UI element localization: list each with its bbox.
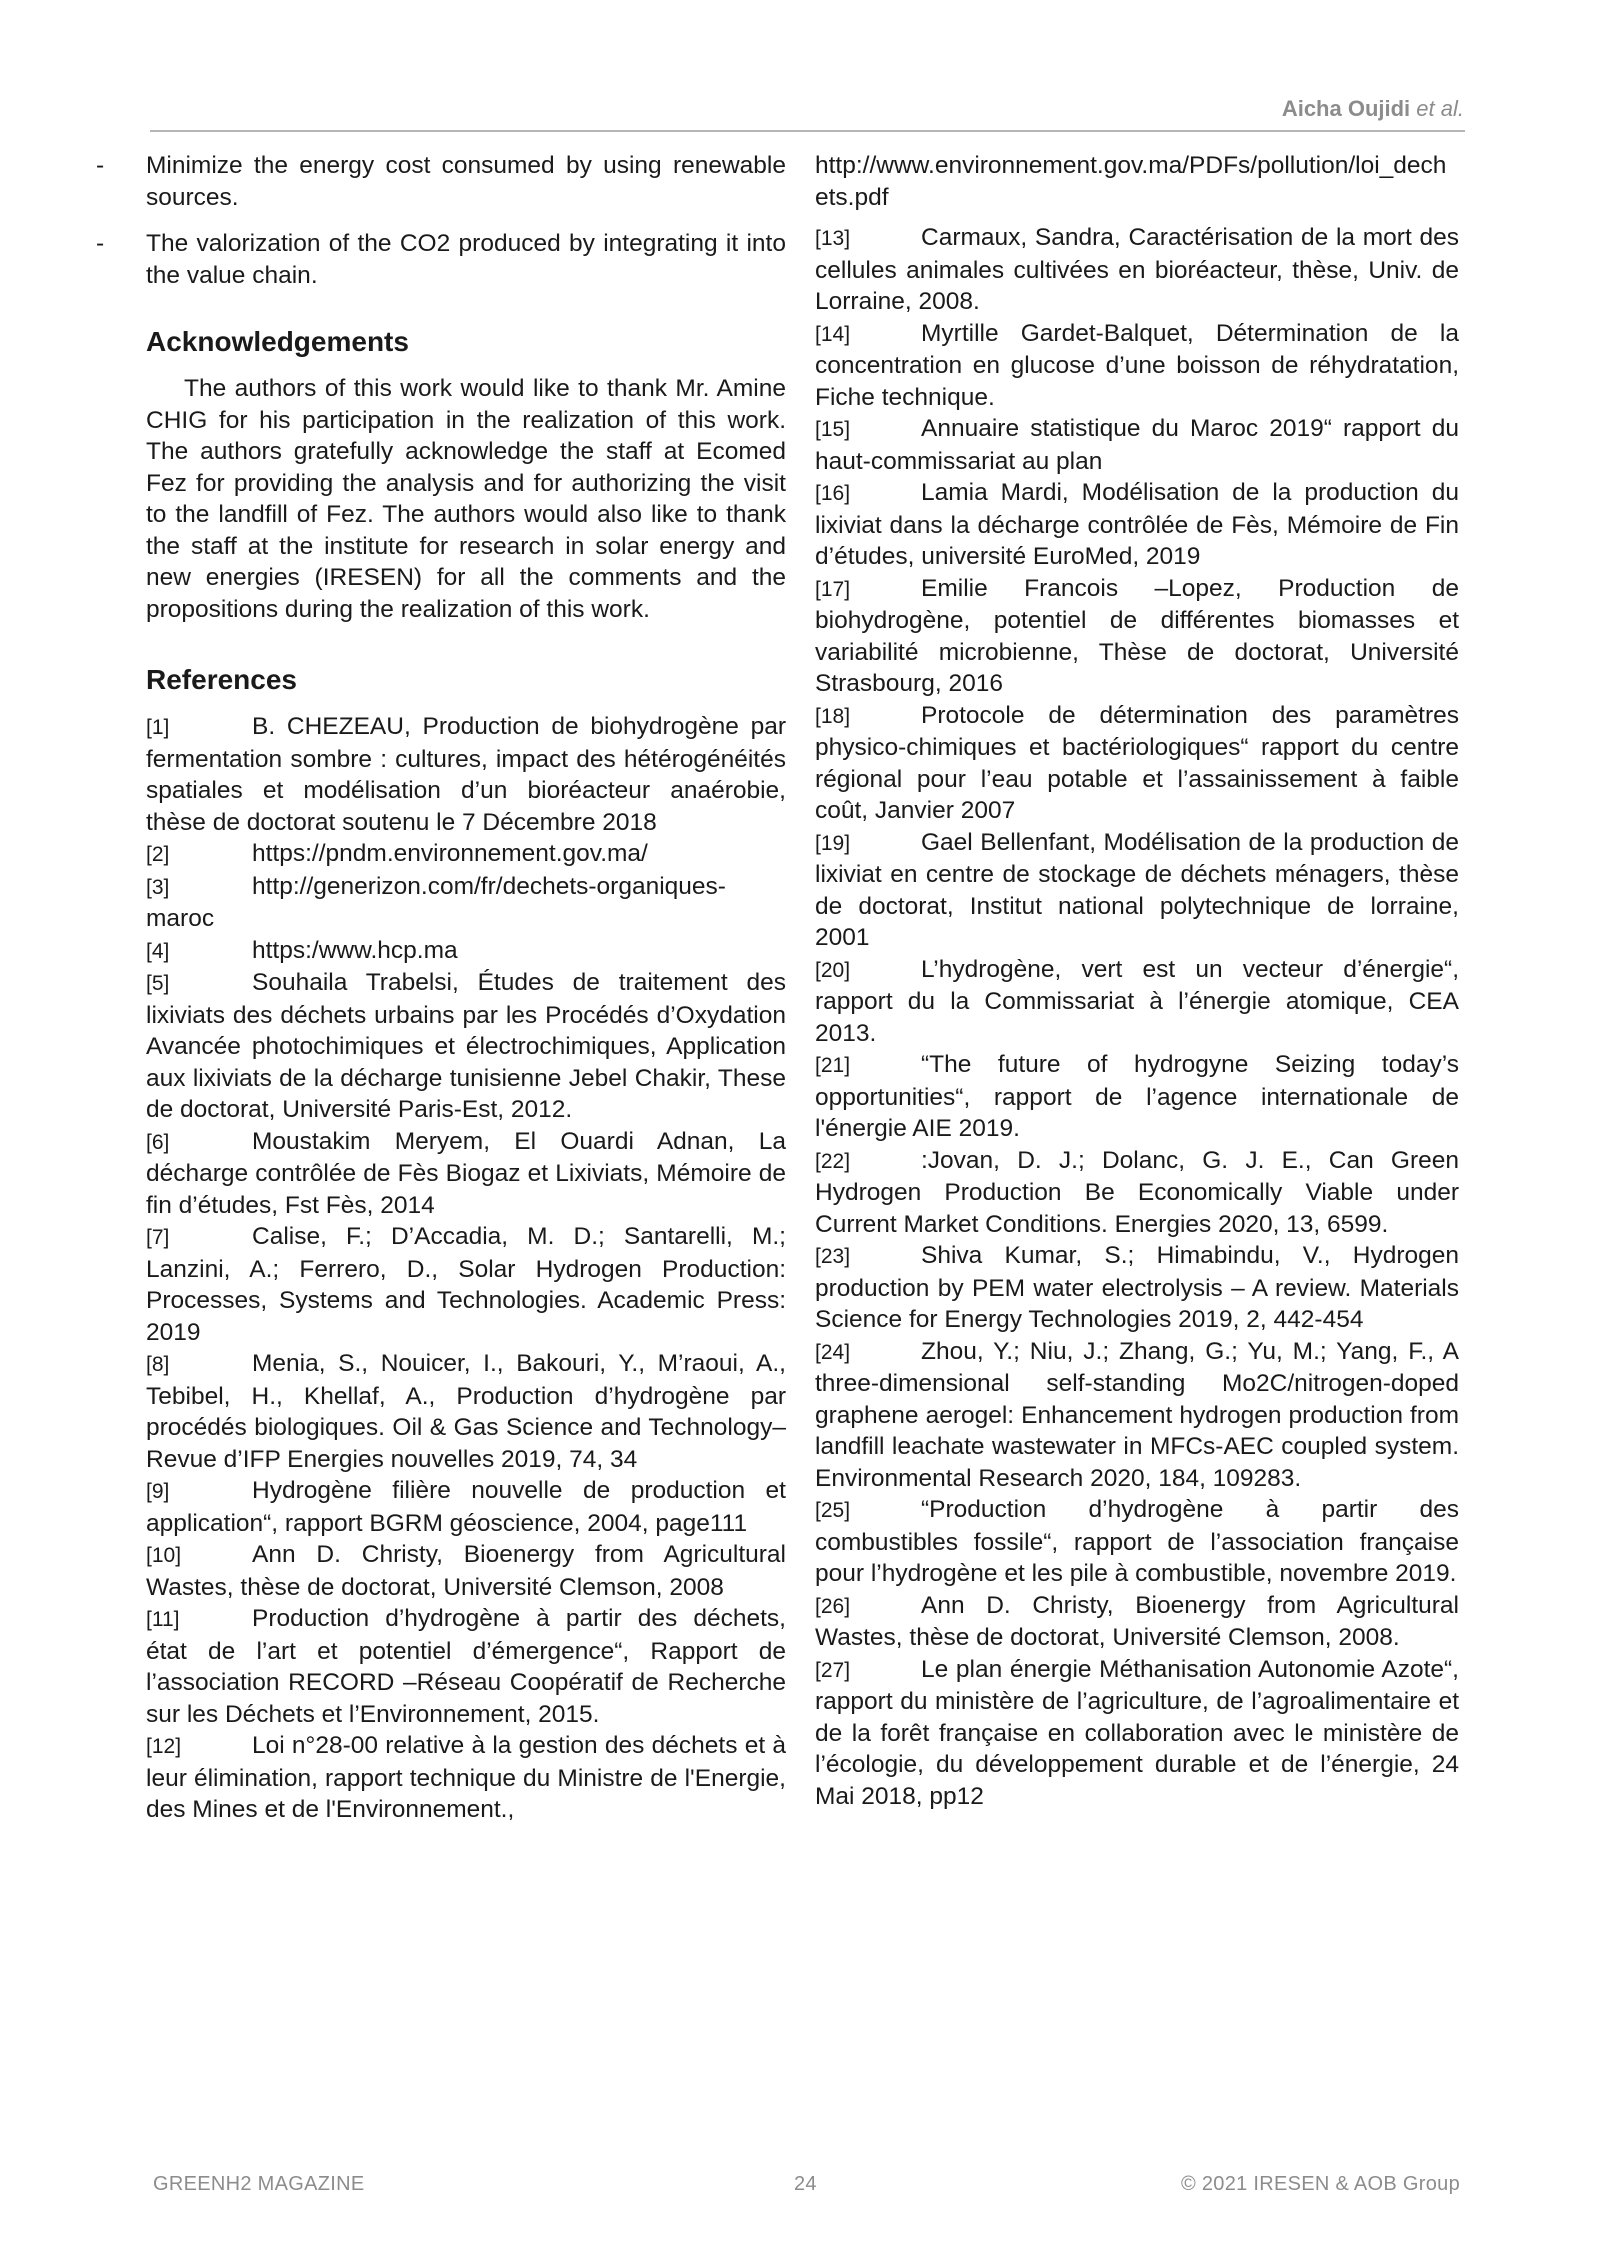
reference-text: L’hydrogène, vert est un vecteur d’énergie“, rapport du la Commissariat à l’énergie atomique, CEA 2013.: [815, 955, 1459, 1047]
reference-item: [146, 871, 786, 935]
reference-item: [815, 573, 1459, 700]
reference-number: [6]: [146, 1130, 170, 1154]
reference-number: [13]: [815, 227, 851, 250]
reference-item: [815, 1145, 1459, 1241]
reference-item: [815, 1590, 1459, 1654]
reference-text: B. CHEZEAU, Production de biohydrogène par fermentation sombre : cultures, impact des hétérogénéités spatiales et modélisation d’un bioréacteur anaérobie, thèse de doctorat soutenu le 7 Décembre 2018: [146, 713, 786, 836]
reference-item: [815, 1336, 1459, 1495]
reference-text: https://pndm.environnement.gov.ma/: [252, 840, 648, 867]
reference-text: Production d’hydrogène à partir des déchets, état de l’art et potentiel d’émergence“, Rapport de l’association RECORD –Réseau Coopératif de Recherche sur les Déchets et l’Environnement, 2015.: [146, 1605, 786, 1728]
bullet-dash: -: [96, 152, 105, 179]
reference-item: [815, 1654, 1459, 1813]
footer-page-number: 24: [794, 2173, 817, 2195]
reference-text: Shiva Kumar, S.; Himabindu, V., Hydrogen production by PEM water electrolysis – A review. Materials Science for Energy Technologies 2019, 2, 442-454: [815, 1242, 1459, 1333]
reference-text: :Jovan, D. J.; Dolanc, G. J. E., Can Green Hydrogen Production Be Economically Viable under Current Market Conditions. Energies 2020, 13, 6599.: [815, 1146, 1459, 1238]
reference-number: [16]: [815, 482, 851, 505]
reference-text: Menia, S., Nouicer, I., Bakouri, Y., M’raoui, A., Tebibel, H., Khellaf, A., Production d’hydrogène par procédés biologiques. Oil & Gas Science and Technology–Revue d’IFP Energies nouvelles 2019, 74, 34: [146, 1350, 786, 1473]
reference-number: [7]: [146, 1226, 170, 1249]
reference-number: [5]: [146, 972, 170, 995]
reference-number: [1]: [146, 716, 170, 739]
reference-item: [815, 1240, 1459, 1336]
references-list-right: [815, 222, 1459, 1812]
header-rule: [150, 130, 1465, 132]
reference-item: [146, 967, 786, 1126]
reference-item: [146, 711, 786, 838]
reference-text: “Production d’hydrogène à partir des combustibles fossile“, rapport de l’association française pour l’hydrogène et les pile à combustible, novembre 2019.: [815, 1496, 1459, 1587]
reference-number: [12]: [146, 1735, 182, 1758]
bullet-dash: -: [96, 230, 105, 257]
footer-magazine: GREENH2 MAGAZINE: [153, 2173, 365, 2195]
reference-text: Loi n°28-00 relative à la gestion des déchets et à leur élimination, rapport technique du Ministre de l'Energie, des Mines et de l'Environnement.,: [146, 1732, 786, 1823]
bullet-text: Minimize the energy cost consumed by using renewable sources.: [146, 152, 786, 211]
reference-number: [8]: [146, 1353, 170, 1376]
reference-text: Ann D. Christy, Bioenergy from Agricultural Wastes, thèse de doctorat, Université Clemson, 2008.: [815, 1591, 1459, 1651]
reference-item: [815, 413, 1459, 477]
reference-number: [22]: [815, 1149, 851, 1173]
reference-text: Carmaux, Sandra, Caractérisation de la mort des cellules animales cultivées en bioréacteur, thèse, Univ. de Lorraine, 2008.: [815, 224, 1459, 315]
running-header-author: [1282, 96, 1464, 122]
reference-number: [21]: [815, 1054, 851, 1077]
references-list-left: [146, 711, 786, 1826]
reference-text: Gael Bellenfant, Modélisation de la production de lixiviat en centre de stockage de déchets ménagers, thèse de doctorat, Institut national polytechnique de lorraine, 2001: [815, 828, 1459, 951]
reference-item: [146, 1348, 786, 1475]
references-heading: References: [146, 664, 297, 695]
reference-text: Lamia Mardi, Modélisation de la production du lixiviat dans la décharge contrôlée de Fès, Mémoire de Fin d’études, université EuroMed, 2019: [815, 479, 1459, 570]
reference-number: [11]: [146, 1608, 180, 1631]
reference-number: [14]: [815, 322, 851, 346]
reference-number: [24]: [815, 1340, 851, 1364]
reference-item: [815, 700, 1459, 827]
reference-text: Hydrogène filière nouvelle de production et application“, rapport BGRM géoscience, 2004, page111: [146, 1477, 786, 1537]
reference-text: Le plan énergie Méthanisation Autonomie Azote“, rapport du ministère de l’agriculture, de l’agroalimentaire et de la forêt française en collaboration avec le ministère de l’écologie, du développement durable et de l’énergie, 24 Mai 2018, pp12: [815, 1655, 1459, 1810]
reference-item: [146, 1221, 786, 1348]
reference-number: [26]: [815, 1594, 851, 1618]
reference-text: Ann D. Christy, Bioenergy from Agricultural Wastes, thèse de doctorat, Université Clemson, 2008: [146, 1541, 786, 1601]
bullet-item: [96, 228, 786, 291]
acknowledgements-text: The authors of this work would like to thank Mr. Amine CHIG for his participation in the realization of this work. The authors gratefully acknowledge the staff at Ecomed Fez for providing the analysis and for authorizing the visit to the landfill of Fez. The authors would also like to thank the staff at the institute for research in solar energy and new energies (IRESEN) for all the comments and the propositions during the realization of this work.: [146, 375, 786, 623]
reference-number: [20]: [815, 958, 851, 982]
reference-text: Protocole de détermination des paramètres physico-chimiques et bactériologiques“ rapport du centre régional pour l’eau potable et l’assainissement à faible coût, Janvier 2007: [815, 701, 1459, 824]
reference-number: [25]: [815, 1499, 851, 1522]
reference-number: [15]: [815, 418, 851, 441]
reference-item: [815, 477, 1459, 573]
reference-text: http://generizon.com/fr/dechets-organiques-maroc: [146, 872, 726, 932]
reference-item: [146, 1603, 786, 1730]
reference-item: [815, 827, 1459, 954]
left-column: [96, 150, 786, 1826]
reference-number: [2]: [146, 843, 170, 866]
reference-item: [815, 318, 1459, 414]
reference-text: https:/www.hcp.ma: [252, 936, 458, 964]
reference-number: [18]: [815, 704, 851, 728]
reference-text: Zhou, Y.; Niu, J.; Zhang, G.; Yu, M.; Yang, F., A three-dimensional self-standing Mo2C/nitrogen-doped graphene aerogel: Enhancement hydrogen production from landfill leachate wastewater in MFCs-AEC coupled system. Environmental Research 2020, 184, 109283.: [815, 1337, 1459, 1492]
reference-text: Calise, F.; D’Accadia, M. D.; Santarelli, M.; Lanzini, A.; Ferrero, D., Solar Hydrogen Production: Processes, Systems and Technologies. Academic Press: 2019: [146, 1223, 786, 1346]
author-name: Aicha Oujidi: [1281, 96, 1411, 121]
reference-text: Emilie Francois –Lopez, Production de biohydrogène, potentiel de différentes biomasses et variabilité microbienne, Thèse de doctorat, Université Strasbourg, 2016: [815, 574, 1459, 697]
reference-item: [146, 1539, 786, 1603]
footer-copyright: © 2021 IRESEN & AOB Group: [1180, 2173, 1460, 2195]
reference-text: Myrtille Gardet-Balquet, Détermination de la concentration en glucose d’une boisson de réhydratation, Fiche technique.: [815, 319, 1459, 411]
reference-item: [146, 1475, 786, 1539]
reference-number: [23]: [815, 1245, 851, 1268]
reference-item: [146, 1730, 786, 1826]
reference-number: [3]: [146, 875, 170, 899]
right-column: [815, 150, 1459, 1812]
reference-item: [146, 935, 786, 968]
reference-text: Annuaire statistique du Maroc 2019“ rapport du haut-commissariat au plan: [815, 415, 1459, 475]
reference-item: [146, 1126, 786, 1222]
reference-item: [146, 838, 786, 871]
reference-url[interactable]: http://www.environnement.gov.ma/PDFs/pollution/loi_dechets.pdf: [815, 152, 1447, 211]
reference-number: [10]: [146, 1544, 182, 1567]
reference-item: [815, 954, 1459, 1050]
reference-item: [815, 222, 1459, 318]
reference-item: [815, 1049, 1459, 1145]
reference-item: [815, 1494, 1459, 1590]
reference-number: [17]: [815, 577, 851, 601]
reference-continuation[interactable]: [815, 150, 1459, 213]
author-etal: et al.: [1416, 96, 1464, 121]
reference-number: [4]: [146, 939, 170, 963]
reference-number: [27]: [815, 1658, 851, 1682]
reference-number: [9]: [146, 1480, 170, 1503]
reference-text: Moustakim Meryem, El Ouardi Adnan, La décharge contrôlée de Fès Biogaz et Lixiviats, Mémoire de fin d’études, Fst Fès, 2014: [146, 1127, 786, 1219]
bullet-item: [96, 150, 786, 213]
acknowledgements-heading: Acknowledgements: [146, 326, 409, 357]
reference-text: “The future of hydrogyne Seizing today’s opportunities“, rapport de l’agence internationale de l'énergie AIE 2019.: [815, 1051, 1459, 1142]
reference-text: Souhaila Trabelsi, Études de traitement des lixiviats des déchets urbains par les Procédés d’Oxydation Avancée photochimiques et électrochimiques, Application aux lixiviats de la décharge tunisienne Jebel Chakir, These de doctorat, Université Paris-Est, 2012.: [146, 969, 786, 1123]
reference-number: [19]: [815, 831, 851, 855]
bullet-text: The valorization of the CO2 produced by integrating it into the value chain.: [146, 230, 786, 289]
